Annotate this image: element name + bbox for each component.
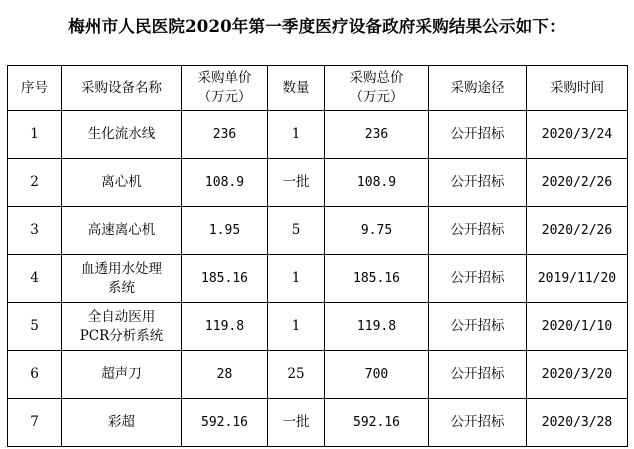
header-label: 采购设备名称	[81, 79, 162, 96]
cell-total-price: 700	[325, 351, 429, 399]
cell-total-price: 236	[325, 111, 429, 159]
table-row	[8, 351, 628, 399]
header-cell-name	[62, 66, 182, 111]
name-line: 彩超	[108, 414, 135, 430]
cell-total-price: 108.9	[325, 159, 429, 207]
cell-quantity: 25	[268, 351, 325, 399]
cell-date: 2020/3/24	[527, 111, 628, 159]
cell-index: 1	[8, 111, 62, 159]
cell-date: 2020/3/28	[527, 399, 628, 447]
name-line: 超声刀	[101, 366, 142, 382]
name-line: 高速离心机	[87, 222, 156, 238]
cell-method: 公开招标	[429, 303, 527, 351]
cell-index: 7	[8, 399, 62, 447]
cell-date: 2019/11/20	[527, 255, 628, 303]
cell-name	[62, 399, 182, 447]
cell-date: 2020/1/10	[527, 303, 628, 351]
header-cell-total-price	[325, 66, 429, 111]
table-row	[8, 255, 628, 303]
cell-total-price: 9.75	[325, 207, 429, 255]
header-cell-method	[429, 66, 527, 111]
cell-unit-price: 28	[182, 351, 268, 399]
table-row	[8, 111, 628, 159]
header-label: 采购时间	[550, 79, 604, 96]
cell-unit-price: 108.9	[182, 159, 268, 207]
table-row	[8, 399, 628, 447]
cell-quantity: 1	[268, 255, 325, 303]
cell-total-price: 592.16	[325, 399, 429, 447]
cell-index: 2	[8, 159, 62, 207]
table-row	[8, 159, 628, 207]
cell-date: 2020/3/20	[527, 351, 628, 399]
name-line: 血透用水处理	[81, 260, 162, 277]
header-cell-unit-price	[182, 66, 268, 111]
cell-quantity: 1	[268, 111, 325, 159]
cell-date: 2020/2/26	[527, 159, 628, 207]
cell-quantity: 5	[268, 207, 325, 255]
page-title: 梅州市人民医院2020年第一季度医疗设备政府采购结果公示如下：	[68, 17, 566, 36]
name-line: PCR分析系统	[79, 327, 164, 344]
cell-unit-price: 236	[182, 111, 268, 159]
header-unit: （万元）	[349, 89, 404, 105]
cell-name	[62, 351, 182, 399]
cell-total-price: 185.16	[325, 255, 429, 303]
header-unit: （万元）	[197, 89, 252, 105]
header-row	[8, 66, 628, 111]
header-label: 数量	[282, 79, 310, 96]
cell-total-price: 119.8	[325, 303, 429, 351]
header-label: 采购途径	[450, 79, 505, 96]
header-cell-quantity	[268, 66, 325, 111]
table-row	[8, 207, 628, 255]
cell-name	[62, 303, 182, 351]
header-label: 采购总价	[349, 70, 404, 86]
cell-method: 公开招标	[429, 399, 527, 447]
table-row	[8, 303, 628, 351]
cell-date: 2020/2/26	[527, 207, 628, 255]
cell-quantity: 一批	[268, 159, 325, 207]
name-line: 生化流水线	[87, 126, 156, 142]
cell-index: 3	[8, 207, 62, 255]
name-line: 系统	[108, 279, 135, 296]
cell-method: 公开招标	[429, 159, 527, 207]
cell-unit-price: 119.8	[182, 303, 268, 351]
cell-quantity: 一批	[268, 399, 325, 447]
header-label: 序号	[21, 79, 48, 96]
cell-index: 5	[8, 303, 62, 351]
header-cell-index	[8, 66, 62, 111]
cell-unit-price: 185.16	[182, 255, 268, 303]
cell-method: 公开招标	[429, 351, 527, 399]
cell-index: 6	[8, 351, 62, 399]
cell-unit-price: 1.95	[182, 207, 268, 255]
header-cell-date	[527, 66, 628, 111]
cell-name	[62, 255, 182, 303]
cell-quantity: 1	[268, 303, 325, 351]
name-line: 全自动医用	[87, 308, 156, 325]
table-body	[8, 111, 628, 447]
cell-method: 公开招标	[429, 207, 527, 255]
cell-unit-price: 592.16	[182, 399, 268, 447]
cell-name	[62, 207, 182, 255]
cell-method: 公开招标	[429, 111, 527, 159]
cell-index: 4	[8, 255, 62, 303]
cell-name	[62, 111, 182, 159]
cell-method: 公开招标	[429, 255, 527, 303]
procurement-table	[7, 65, 628, 447]
header-label: 采购单价	[197, 70, 252, 86]
cell-name	[62, 159, 182, 207]
name-line: 离心机	[101, 174, 142, 190]
